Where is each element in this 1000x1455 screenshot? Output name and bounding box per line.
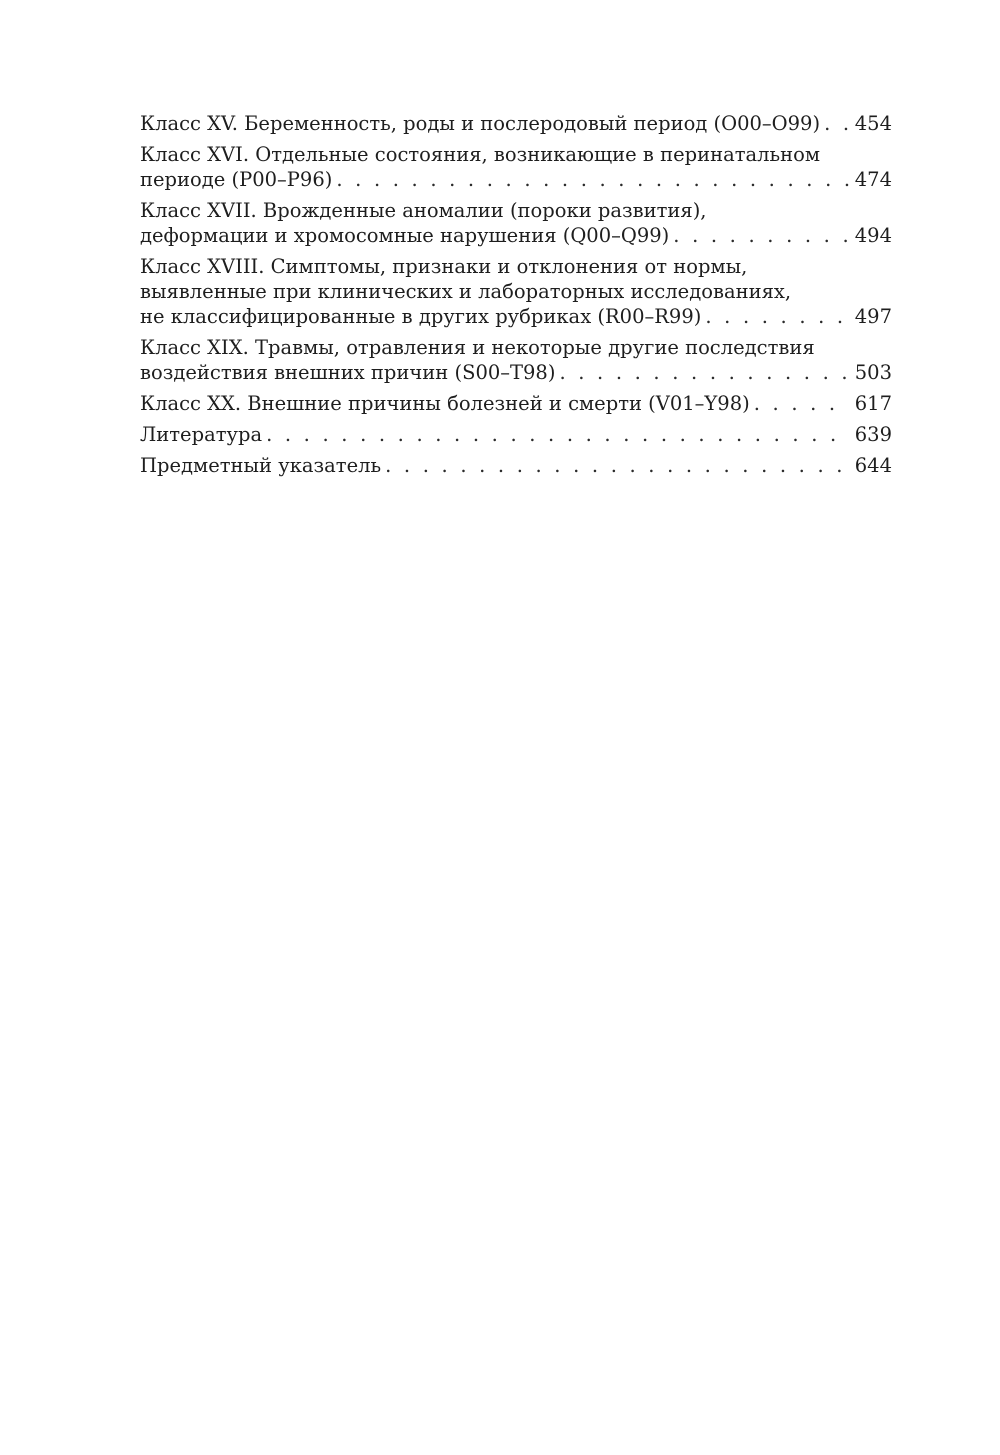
toc-entry[interactable] [140, 254, 892, 329]
toc-leader-dots [824, 111, 849, 136]
toc-entry-last-line [140, 304, 892, 329]
toc-entry[interactable] [140, 391, 892, 416]
toc-entry[interactable] [140, 142, 892, 192]
toc-leader-dots [385, 453, 849, 478]
toc-entry-text: воздействия внешних причин (S00–T98) [140, 361, 556, 384]
toc-page-number: 474 [854, 168, 892, 191]
toc-leader-dots [673, 223, 848, 248]
table-of-contents [140, 111, 892, 484]
toc-entry-text: Класс XV. Беременность, роды и послеродовый период (O00–O99) [140, 112, 821, 135]
toc-entry-last-line [140, 223, 892, 248]
toc-leader-dots [266, 422, 849, 447]
toc-entry[interactable] [140, 111, 892, 136]
toc-leader-dots [705, 304, 848, 329]
toc-leader-dots [336, 167, 848, 192]
toc-entry-last-line [140, 422, 892, 447]
toc-page-number: 644 [854, 454, 892, 477]
toc-entry-text: Класс XIX. Травмы, отравления и некоторые другие последствия [140, 336, 815, 359]
toc-entry-text: Класс XVI. Отдельные состояния, возникающие в перинатальном [140, 143, 821, 166]
toc-page-number: 454 [854, 112, 892, 135]
toc-entry-last-line [140, 167, 892, 192]
toc-entry-text: Литература [140, 423, 263, 446]
toc-leader-dots [754, 391, 849, 416]
toc-entry-text: Предметный указатель [140, 454, 382, 477]
toc-entry-text: выявленные при клинических и лабораторных исследованиях, [140, 280, 792, 303]
toc-entry-text: Класс XVII. Врожденные аномалии (пороки развития), [140, 199, 707, 222]
toc-entry[interactable] [140, 453, 892, 478]
toc-page-number: 494 [854, 224, 892, 247]
toc-entry-text: деформации и хромосомные нарушения (Q00–Q99) [140, 224, 670, 247]
toc-entry-text: не классифицированные в других рубриках (R00–R99) [140, 305, 702, 328]
toc-entry-last-line [140, 360, 892, 385]
toc-entry-last-line [140, 391, 892, 416]
toc-leader-dots [559, 360, 848, 385]
toc-entry-text: периоде (P00–P96) [140, 168, 333, 191]
toc-entry-last-line [140, 453, 892, 478]
toc-page-number: 503 [854, 361, 892, 384]
toc-entry-text: Класс XX. Внешние причины болезней и смерти (V01–Y98) [140, 392, 750, 415]
toc-entry[interactable] [140, 335, 892, 385]
toc-page-number: 639 [854, 423, 892, 446]
toc-entry[interactable] [140, 198, 892, 248]
toc-entry-text: Класс XVIII. Симптомы, признаки и отклонения от нормы, [140, 255, 748, 278]
toc-page-number: 617 [854, 392, 892, 415]
toc-page-number: 497 [854, 305, 892, 328]
toc-entry-last-line [140, 111, 892, 136]
toc-entry[interactable] [140, 422, 892, 447]
